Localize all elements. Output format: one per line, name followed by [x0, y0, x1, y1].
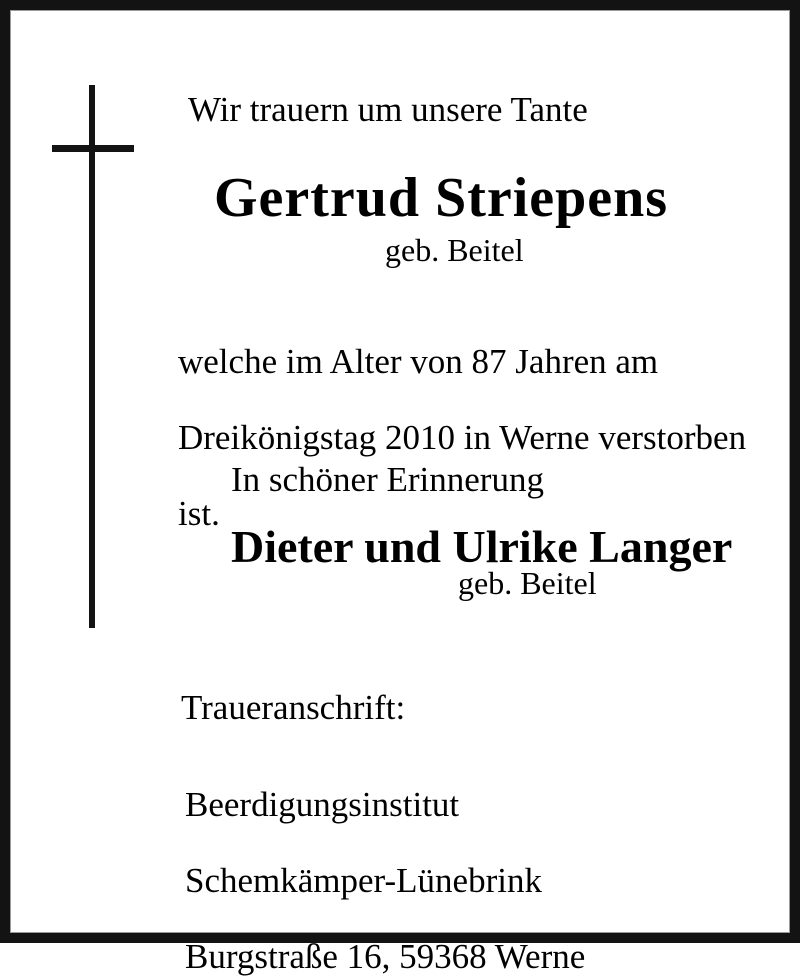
address-line-3: Burgstraße 16, 59368 Werne [185, 937, 586, 976]
death-text-line-1: welche im Alter von 87 Jahren am [178, 342, 659, 381]
address-line-2: Schemkämper-Lünebrink [185, 861, 542, 900]
remembrance-line: In schöner Erinnerung [231, 460, 544, 499]
address-line-1: Beerdigungsinstitut [185, 785, 460, 824]
intro-line: Wir trauern um unsere Tante [188, 90, 588, 129]
death-text-line-3: ist. [178, 494, 220, 533]
deceased-name: Gertrud Striepens [214, 167, 669, 229]
address-heading: Traueranschrift: [181, 688, 406, 727]
mourners-birth-name: geb. Beitel [458, 565, 597, 601]
death-text-line-2: Dreikönigstag 2010 in Werne verstorben [178, 418, 747, 457]
cross-horizontal-bar [52, 145, 134, 152]
cross-vertical-bar [89, 85, 95, 628]
address-block [185, 748, 745, 976]
deceased-birth-name: geb. Beitel [385, 232, 524, 268]
mourners-name: Dieter und Ulrike Langer [231, 521, 733, 572]
